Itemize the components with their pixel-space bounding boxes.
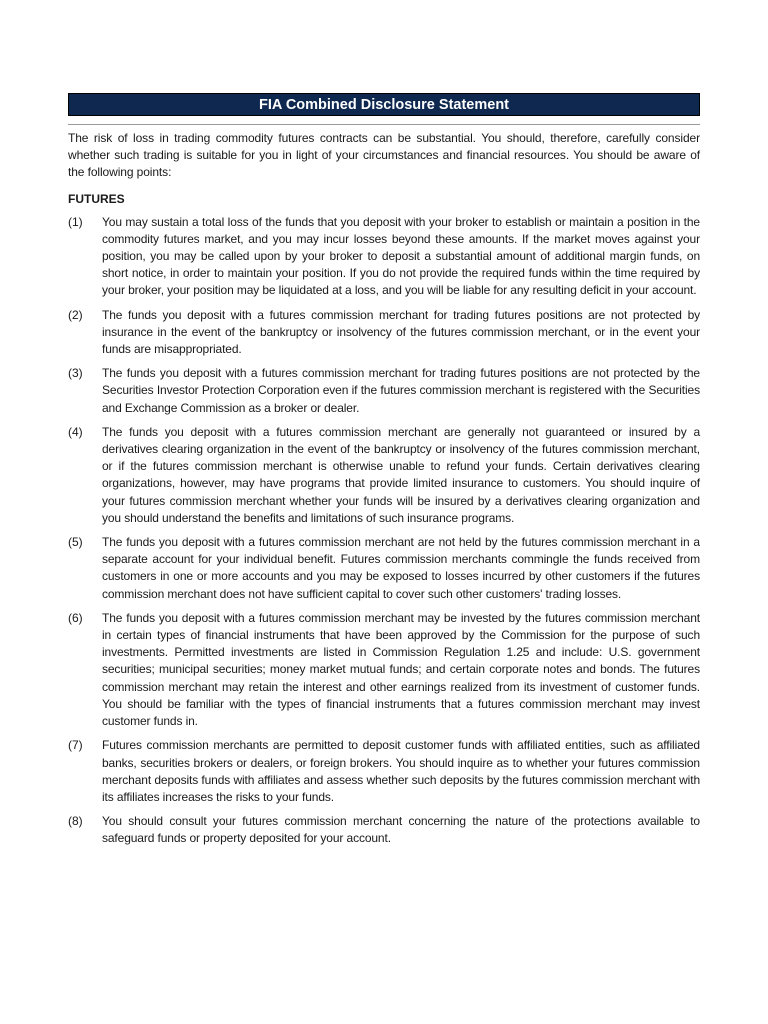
item-number: (1) bbox=[68, 214, 83, 229]
list-item bbox=[68, 813, 700, 847]
section-heading-futures: FUTURES bbox=[68, 191, 125, 206]
list-item bbox=[68, 610, 700, 730]
list-item bbox=[68, 424, 700, 527]
item-text: You may sustain a total loss of the funds that you deposit with your broker to establish or maintain a position in the commodity futures market, and you may incur losses beyond these amounts. If the market moves against your position, you may be called upon by your broker to deposit a substantial amount of additional margin funds, on short notice, in order to maintain your position. If you do not provide the required funds within the time required by your broker, your position may be liquidated at a loss, and you will be liable for any resulting deficit in your account. bbox=[102, 214, 700, 298]
item-text: The funds you deposit with a futures commission merchant are generally not guaranteed or insured by a derivatives clearing organization in the event of the bankruptcy or insolvency of the futures commission merchant, or if the futures commission merchant is otherwise unable to refund your funds. Certain derivatives clearing organizations, however, may have programs that provide limited insurance to customers. You should inquire of your futures commission merchant whether your funds will be insured by a derivatives clearing organization and you should understand the benefits and limitations of such insurance programs. bbox=[102, 424, 700, 525]
list-item bbox=[68, 214, 700, 300]
item-number: (8) bbox=[68, 814, 83, 829]
item-number: (5) bbox=[68, 535, 83, 550]
item-number: (4) bbox=[68, 424, 83, 439]
item-number: (2) bbox=[68, 307, 83, 322]
item-number: (7) bbox=[68, 738, 83, 753]
intro-paragraph: The risk of loss in trading commodity futures contracts can be substantial. You should, therefore, carefully consider whether such trading is suitable for you in light of your circumstances and financial resources. You should be aware of the following points: bbox=[68, 131, 700, 180]
item-text: The funds you deposit with a futures commission merchant are not held by the futures commission merchant in a separate account for your individual benefit. Futures commission merchants commingle the funds received from customers in one or more accounts and you may be exposed to losses incurred by other customers if the futures commission merchant does not have sufficient capital to cover such other customers' trading losses. bbox=[102, 535, 700, 601]
item-text: The funds you deposit with a futures commission merchant for trading futures positions are not protected by the Securities Investor Protection Corporation even if the futures commission merchant is registered with the Securities and Exchange Commission as a broker or dealer. bbox=[102, 366, 700, 415]
list-item bbox=[68, 307, 700, 359]
item-number: (6) bbox=[68, 610, 83, 625]
title-divider bbox=[68, 124, 700, 125]
list-item bbox=[68, 365, 700, 417]
list-item bbox=[68, 737, 700, 806]
item-text: Futures commission merchants are permitted to deposit customer funds with affiliated entities, such as affiliated banks, securities brokers or dealers, or foreign brokers. You should inquire as to whether your futures commission merchant deposits funds with affiliates and assess whether such deposits by the futures commission merchant with its affiliates increases the risks to your funds. bbox=[102, 738, 700, 804]
disclosure-list bbox=[68, 214, 700, 848]
item-number: (3) bbox=[68, 366, 83, 381]
document-title: FIA Combined Disclosure Statement bbox=[68, 93, 700, 116]
item-text: You should consult your futures commission merchant concerning the nature of the protections available to safeguard funds or property deposited for your account. bbox=[102, 814, 700, 846]
list-item bbox=[68, 534, 700, 603]
disclosure-page bbox=[68, 93, 700, 855]
item-text: The funds you deposit with a futures commission merchant may be invested by the futures commission merchant in certain types of financial instruments that have been approved by the Commission for the purpose of such investments. Permitted investments are listed in Commission Regulation 1.25 and include: U.S. government securities; municipal securities; money market mutual funds; and certain corporate notes and bonds. The futures commission merchant may retain the interest and other earnings realized from its investment of customer funds. You should be familiar with the types of financial instruments that a futures commission merchant may invest customer funds in. bbox=[102, 610, 700, 729]
item-text: The funds you deposit with a futures commission merchant for trading futures positions are not protected by insurance in the event of the bankruptcy or insolvency of the futures commission merchant, or in the event your funds are misappropriated. bbox=[102, 307, 700, 357]
